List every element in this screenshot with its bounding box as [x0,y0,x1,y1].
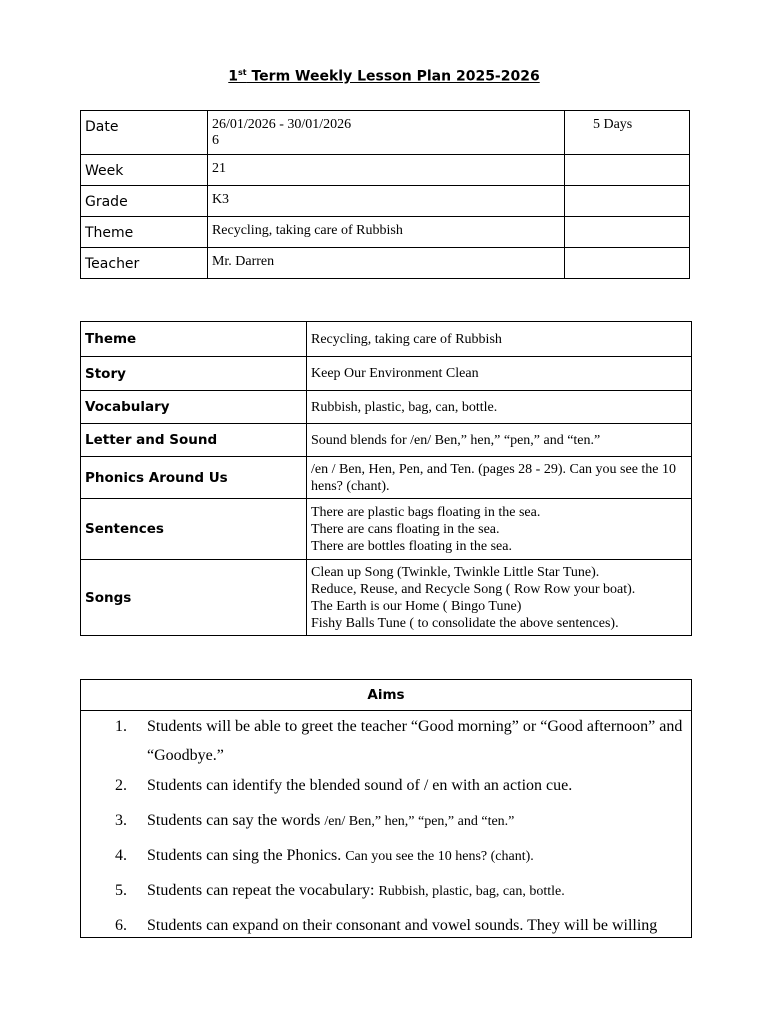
date-days: 5 Days [564,111,689,155]
week-label: Week [81,155,208,186]
vocabulary-value: Rubbish, plastic, bag, can, bottle. [307,391,692,424]
title-ordinal: 1 [228,68,239,85]
story-label: Story [81,357,307,391]
aim-item [81,771,691,801]
content-table [80,321,692,636]
content-row-theme [81,322,692,357]
song-line: Fishy Balls Tune ( to consolidate the above sentences). [311,615,619,631]
story-value: Keep Our Environment Clean [307,357,692,391]
date-extra-line: 6 [211,133,219,148]
aim-number: 6. [115,917,127,934]
title-ordinal-suffix: st [238,68,247,77]
aim-text: Students can expand on their consonant and vowel sounds. They will be willing [147,917,658,934]
page-title [0,68,768,85]
aim-text-small: Rubbish, plastic, bag, can, bottle. [378,884,565,899]
phonics-value: /en / Ben, Hen, Pen, and Ten. (pages 28 - 29). Can you see the 10 hens? (chant). [307,457,692,499]
aim-number: 4. [115,847,127,864]
aims-box [80,679,692,938]
aim-number: 1. [115,718,127,735]
vocabulary-label: Vocabulary [81,391,307,424]
letter-sound-label: Letter and Sound [81,424,307,457]
date-label: Date [81,111,208,155]
theme-label: Theme [81,217,208,248]
aim-item [81,712,691,771]
aim-text: Students can identify the blended sound of / en with an action cue. [147,777,573,794]
info-row-date [81,111,690,155]
teacher-value: Mr. Darren [207,248,564,279]
title-text: Term Weekly Lesson Plan 2025-2026 [246,68,540,85]
grade-value: K3 [207,186,564,217]
aims-heading: Aims [81,680,691,711]
teacher-label: Teacher [81,248,208,279]
aim-text: Students can repeat the vocabulary: [147,882,379,899]
aim-text-small: /en/ Ben,” hen,” “pen,” and “ten.” [324,814,515,829]
song-line: Reduce, Reuse, and Recycle Song ( Row Row your boat). [311,581,636,597]
grade-extra [564,186,689,217]
info-row-week [81,155,690,186]
songs-label: Songs [81,560,307,636]
aim-item [81,911,691,938]
aim-number: 5. [115,882,127,899]
aim-number: 3. [115,812,127,829]
content-theme-value: Recycling, taking care of Rubbish [307,322,692,357]
aim-text: Students can say the words [147,812,325,829]
week-extra [564,155,689,186]
content-row-vocabulary [81,391,692,424]
content-row-sentences [81,499,692,560]
aims-list [81,711,691,938]
aim-number: 2. [115,777,127,794]
song-line: Clean up Song (Twinkle, Twinkle Little Star Tune). [311,564,600,580]
theme-extra [564,217,689,248]
songs-value [307,560,692,636]
aim-text: Students can sing the Phonics. [147,847,346,864]
sentence-line: There are bottles floating in the sea. [311,538,512,554]
grade-label: Grade [81,186,208,217]
aim-item [81,876,691,906]
song-line: The Earth is our Home ( Bingo Tune) [311,598,522,614]
content-row-story [81,357,692,391]
phonics-label: Phonics Around Us [81,457,307,499]
info-row-theme [81,217,690,248]
letter-sound-value: Sound blends for /en/ Ben,” hen,” “pen,” and “ten.” [307,424,692,457]
theme-value: Recycling, taking care of Rubbish [207,217,564,248]
sentences-value [307,499,692,560]
sentences-label: Sentences [81,499,307,560]
aim-item [81,806,691,836]
date-value [207,111,564,155]
content-theme-label: Theme [81,322,307,357]
date-range: 26/01/2026 - 30/01/2026 [211,117,352,132]
week-value: 21 [207,155,564,186]
sentence-line: There are cans floating in the sea. [311,521,500,537]
content-row-phonics [81,457,692,499]
content-row-letter-sound [81,424,692,457]
content-row-songs [81,560,692,636]
aim-item [81,841,691,871]
info-table [80,110,690,279]
info-row-teacher [81,248,690,279]
aim-text-small: Can you see the 10 hens? (chant). [345,849,534,864]
aim-text: Students will be able to greet the teacher “Good morning” or “Good afternoon” and “Goodbye.” [147,718,683,764]
sentence-line: There are plastic bags floating in the sea. [311,504,541,520]
info-row-grade [81,186,690,217]
teacher-extra [564,248,689,279]
